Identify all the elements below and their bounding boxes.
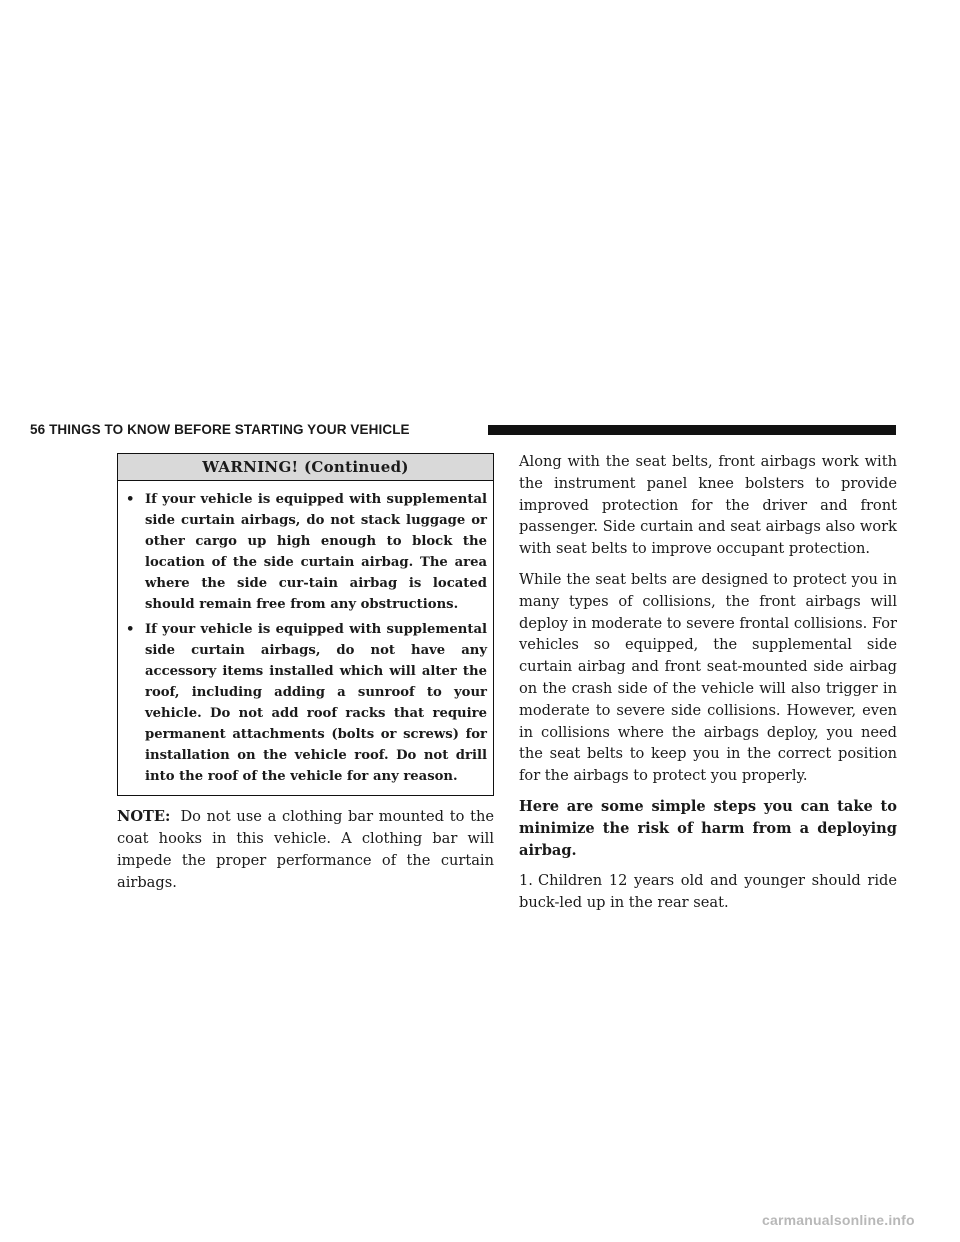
left-column — [117, 453, 494, 909]
note-label: NOTE: — [117, 808, 171, 825]
page-number: 56 — [30, 422, 46, 437]
step-1-text: Children 12 years old and younger should ride buck-led up in the rear seat. — [519, 872, 897, 912]
warning-item-text: If your vehicle is equipped with supplemental side curtain airbags, do not have any accessory items installed which will alter the roof, including adding a sunroof to your vehicle. Do not add roof racks that require permanent attachments (bolts or screws) for installation on the vehicle roof. Do not drill into the roof of the vehicle for any reason. — [145, 622, 487, 784]
note-text: Do not use a clothing bar mounted to the coat hooks in this vehicle. A clothing bar will impede the proper performance of the curtain airbags. — [117, 808, 494, 891]
warning-item-text: If your vehicle is equipped with supplemental side curtain airbags, do not stack luggage or other cargo up high enough to block the location of the side curtain airbag. The area where the side cur-tain airbag is located should remain free from any obstructions. — [145, 492, 487, 612]
running-title: THINGS TO KNOW BEFORE STARTING YOUR VEHICLE — [49, 422, 410, 437]
warning-item — [126, 619, 487, 787]
page-header — [30, 422, 896, 438]
header-rule-bar — [488, 425, 896, 435]
watermark: carmanualsonline.info — [762, 1212, 915, 1228]
bullet-icon: • — [126, 492, 135, 507]
warning-item — [126, 489, 487, 615]
warning-title: WARNING! (Continued) — [118, 454, 493, 481]
note-paragraph — [117, 806, 494, 894]
bullet-icon: • — [126, 622, 135, 637]
warning-list — [118, 481, 493, 795]
right-column — [519, 451, 897, 923]
body-paragraph-1: Along with the seat belts, front airbags work with the instrument panel knee bolsters to provide improved protection for the driver and front passenger. Side curtain and seat airbags also work with seat belts to improve occupant protection. — [519, 453, 897, 558]
steps-intro: Here are some simple steps you can take to minimize the risk of harm from a deploying airbag. — [519, 797, 897, 859]
warning-box — [117, 453, 494, 796]
step-1-number: 1. — [519, 872, 533, 890]
body-paragraph-2: While the seat belts are designed to protect you in many types of collisions, the front airbags will deploy in moderate to severe frontal collisions. For vehicles so equipped, the supplemental side curtain airbag and front seat-mounted side airbag on the crash side of the vehicle will also trigger in moderate to severe side collisions. However, even in collisions where the airbags deploy, you need the seat belts to keep you in the correct position for the airbags to protect you properly. — [519, 570, 897, 785]
step-1 — [519, 870, 897, 914]
header-text — [30, 422, 410, 438]
